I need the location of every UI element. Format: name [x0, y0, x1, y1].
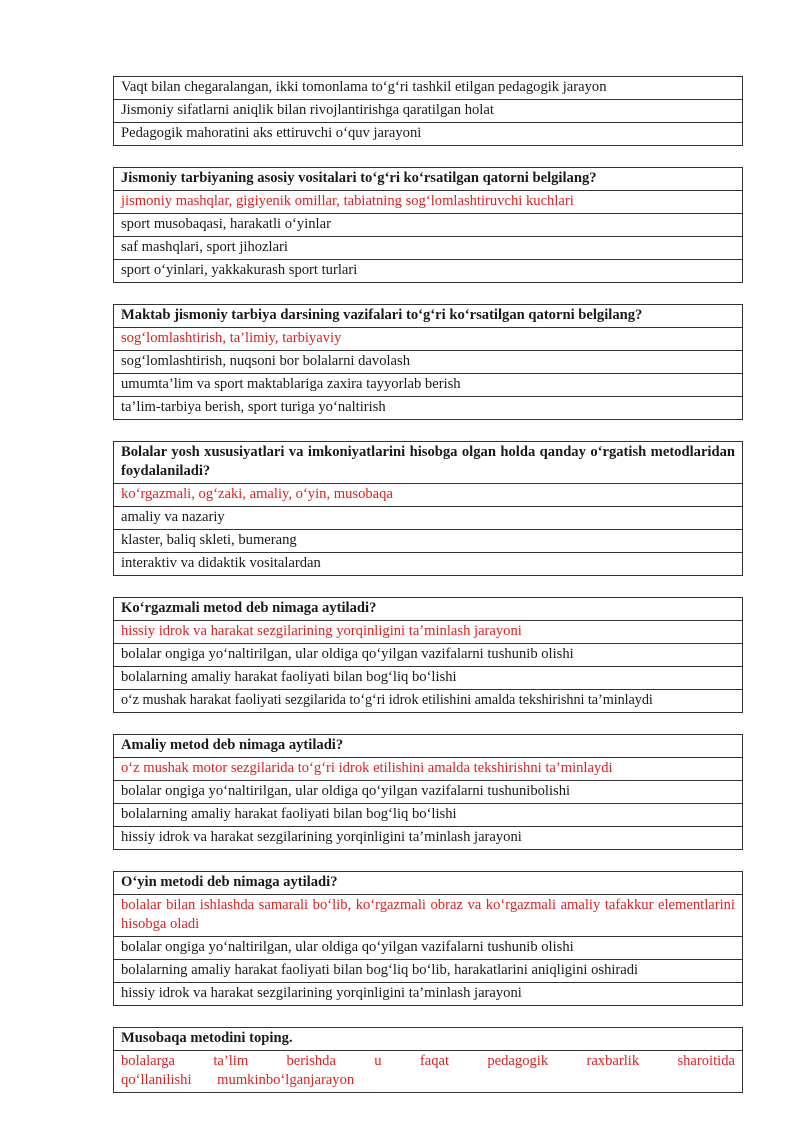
option-row: bolalar ongiga yo‘naltirilgan, ular oldiga qo‘yilgan vazifalarni tushunibolishi	[114, 780, 742, 803]
question-text: O‘yin metodi deb nimaga aytiladi?	[121, 874, 338, 890]
option-row: umumta’lim va sport maktablariga zaxira tayyorlab berish	[114, 373, 742, 396]
option-row: bolalarning amaliy harakat faoliyati bilan bog‘liq bo‘lib, harakatlarini aniqligini oshiradi	[114, 959, 742, 982]
option-row: ta’lim-tarbiya berish, sport turiga yo‘naltirish	[114, 396, 742, 419]
correct-answer-row: sog‘lomlashtirish, ta’limiy, tarbiyaviy	[114, 327, 742, 350]
option-row: sog‘lomlashtirish, nuqsoni bor bolalarni davolash	[114, 350, 742, 373]
correct-answer-row: bolalarga ta’lim berishda u faqat pedagogik raxbarlik sharoitida qo‘llanilishi mumkinbo‘lganjarayon	[114, 1050, 742, 1092]
option-row: saf mashqlari, sport jihozlari	[114, 236, 742, 259]
option-row: hissiy idrok va harakat sezgilarining yorqinligini ta’minlash jarayoni	[114, 826, 742, 849]
option-row: bolalarning amaliy harakat faoliyati bilan bog‘liq bo‘lishi	[114, 803, 742, 826]
question-text: Amaliy metod deb nimaga aytiladi?	[121, 737, 344, 753]
question-table	[113, 871, 743, 1006]
question-text: Bolalar yosh xususiyatlari va imkoniyatlarini hisobga olgan holda qanday o‘rgatish metodlaridan foydalaniladi?	[121, 444, 735, 479]
correct-answer-row: hissiy idrok va harakat sezgilarining yorqinligini ta’minlash jarayoni	[114, 620, 742, 643]
question-text: Maktab jismoniy tarbiya darsining vazifalari to‘g‘ri ko‘rsatilgan qatorni belgilang?	[121, 307, 643, 323]
question-table	[113, 597, 743, 713]
option-row: klaster, baliq skleti, bumerang	[114, 529, 742, 552]
question-table	[113, 167, 743, 283]
correct-answer-row: o‘z mushak motor sezgilarida to‘g‘ri idrok etilishini amalda tekshirishni ta’minlaydi	[114, 757, 742, 780]
correct-answer-row: bolalar bilan ishlashda samarali bo‘lib, ko‘rgazmali obraz va ko‘rgazmali amaliy tafakkur elementlarini hisobga oladi	[114, 894, 742, 936]
question-table	[113, 304, 743, 420]
option-row: bolalar ongiga yo‘naltirilgan, ular oldiga qo‘yilgan vazifalarni tushunib olishi	[114, 643, 742, 666]
option-row: o‘z mushak harakat faoliyati sezgilarida to‘g‘ri idrok etilishini amalda tekshirishni ta’minlaydi	[114, 689, 742, 712]
option-row: amaliy va nazariy	[114, 506, 742, 529]
option-row: bolalarning amaliy harakat faoliyati bilan bog‘liq bo‘lishi	[114, 666, 742, 689]
question-text: Jismoniy tarbiyaning asosiy vositalari to‘g‘ri ko‘rsatilgan qatorni belgilang?	[121, 170, 597, 186]
question-table	[113, 1027, 743, 1093]
option-row: sport musobaqasi, harakatli o‘yinlar	[114, 213, 742, 236]
question-table	[113, 76, 743, 146]
option-row: Jismoniy sifatlarni aniqlik bilan rivojlantirishga qaratilgan holat	[114, 99, 742, 122]
document-page	[113, 76, 743, 1114]
question-text: Musobaqa metodini toping.	[121, 1030, 293, 1046]
question-text: Ko‘rgazmali metod deb nimaga aytiladi?	[121, 600, 377, 616]
option-row: interaktiv va didaktik vositalardan	[114, 552, 742, 575]
option-row: bolalar ongiga yo‘naltirilgan, ular oldiga qo‘yilgan vazifalarni tushunib olishi	[114, 936, 742, 959]
question-table	[113, 441, 743, 576]
correct-answer-row: jismoniy mashqlar, gigiyenik omillar, tabiatning sog‘lomlashtiruvchi kuchlari	[114, 190, 742, 213]
option-row: sport o‘yinlari, yakkakurash sport turlari	[114, 259, 742, 282]
option-row: Vaqt bilan chegaralangan, ikki tomonlama to‘g‘ri tashkil etilgan pedagogik jarayon	[121, 79, 607, 95]
correct-answer-row: ko‘rgazmali, og‘zaki, amaliy, o‘yin, musobaqa	[114, 483, 742, 506]
option-row: Pedagogik mahoratini aks ettiruvchi o‘quv jarayoni	[114, 122, 742, 145]
option-row: hissiy idrok va harakat sezgilarining yorqinligini ta’minlash jarayoni	[114, 982, 742, 1005]
question-table	[113, 734, 743, 850]
